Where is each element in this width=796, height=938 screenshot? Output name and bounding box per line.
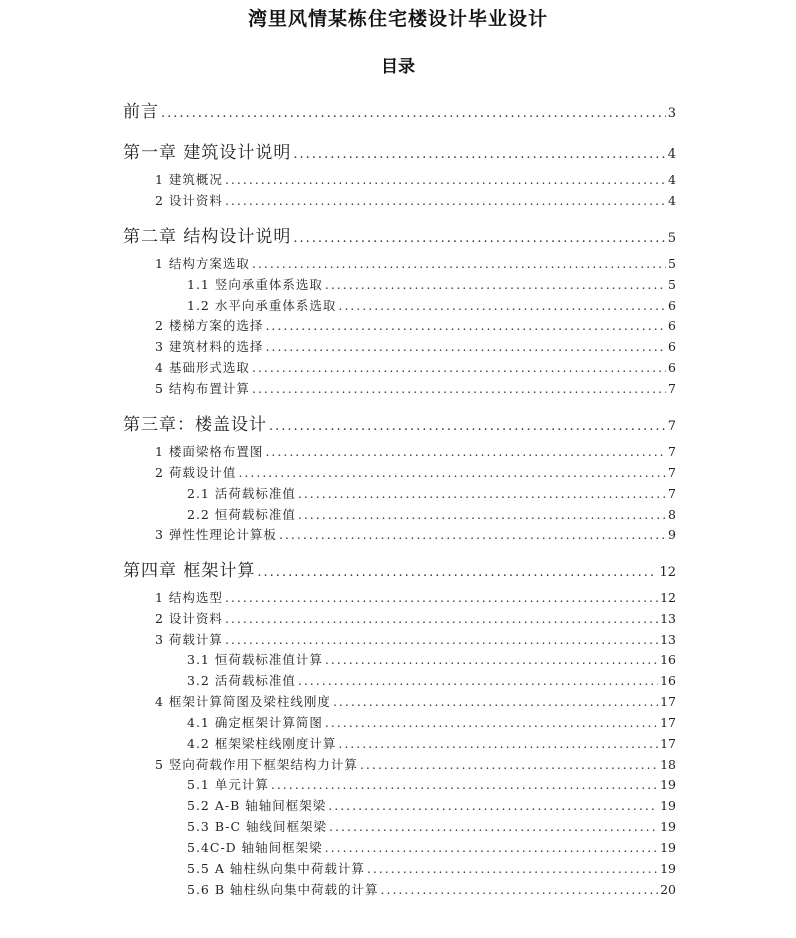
toc-entry-label: 1 结构选型 xyxy=(155,590,223,605)
toc-dot-leader xyxy=(325,652,658,667)
toc-entry-label: 第一章 建筑设计说明 xyxy=(123,143,292,163)
toc-entry[interactable] xyxy=(187,671,676,689)
toc-entry[interactable] xyxy=(187,817,676,835)
toc-entry-page-number: 7 xyxy=(668,465,676,480)
toc-entry[interactable] xyxy=(187,859,676,877)
toc-entry-label: 前言 xyxy=(123,102,159,122)
toc-entry-label: 第三章：楼盖设计 xyxy=(123,415,267,435)
toc-entry[interactable] xyxy=(187,880,676,898)
toc-entry-page-number: 17 xyxy=(660,736,676,751)
toc-dot-leader xyxy=(265,318,666,333)
toc-entry-page-number: 20 xyxy=(660,882,676,897)
toc-dot-leader xyxy=(325,840,658,855)
toc-entry[interactable] xyxy=(155,191,676,209)
toc-dot-leader xyxy=(325,715,658,730)
toc-dot-leader xyxy=(271,777,658,792)
toc-entry[interactable] xyxy=(155,755,676,773)
toc-entry-page-number: 12 xyxy=(659,565,676,580)
toc-dot-leader xyxy=(279,527,666,542)
toc-dot-leader xyxy=(238,465,666,480)
toc-dot-leader xyxy=(298,673,658,688)
toc-entry-page-number: 19 xyxy=(660,777,676,792)
toc-dot-leader xyxy=(265,444,666,459)
toc-entry-label: 5 竖向荷载作用下框架结构力计算 xyxy=(155,757,358,772)
toc-entry[interactable] xyxy=(155,442,676,460)
toc-entry-label: 3.1 恒荷载标准值计算 xyxy=(187,652,323,667)
toc-entry[interactable] xyxy=(155,379,676,397)
toc-entry-page-number: 7 xyxy=(668,444,676,459)
toc-entry[interactable] xyxy=(187,296,676,314)
toc-entry-page-number: 16 xyxy=(660,652,676,667)
toc-entry-page-number: 6 xyxy=(668,298,676,313)
toc-dot-leader xyxy=(252,256,666,271)
toc-entry-page-number: 6 xyxy=(668,360,676,375)
toc-entry-page-number: 19 xyxy=(660,798,676,813)
toc-entry-page-number: 5 xyxy=(668,277,676,292)
toc-entry[interactable] xyxy=(155,254,676,272)
toc-dot-leader xyxy=(225,590,658,605)
toc-dot-leader xyxy=(257,565,657,580)
toc-entry[interactable] xyxy=(155,337,676,355)
toc-entry-label: 3 建筑材料的选择 xyxy=(155,339,264,354)
toc-entry[interactable] xyxy=(123,138,676,163)
toc-dot-leader xyxy=(325,277,666,292)
toc-dot-leader xyxy=(225,172,666,187)
toc-entry-page-number: 16 xyxy=(660,673,676,688)
toc-entry-label: 5.2 A-B 轴轴间框架梁 xyxy=(187,798,327,813)
toc-dot-leader xyxy=(252,360,666,375)
toc-entry-label: 1 楼面梁格布置图 xyxy=(155,444,264,459)
toc-dot-leader xyxy=(329,819,658,834)
toc-entry[interactable] xyxy=(155,692,676,710)
toc-entry-label: 2 设计资料 xyxy=(155,193,223,208)
toc-entry-label: 3.2 活荷载标准值 xyxy=(187,673,296,688)
toc-dot-leader xyxy=(298,507,666,522)
toc-entry[interactable] xyxy=(155,170,676,188)
toc-entry-label: 2 荷载设计值 xyxy=(155,465,237,480)
toc-entry-page-number: 7 xyxy=(668,381,676,396)
toc-entry[interactable] xyxy=(155,609,676,627)
toc-entry[interactable] xyxy=(155,463,676,481)
toc-entry[interactable] xyxy=(187,838,676,856)
toc-entry-page-number: 7 xyxy=(668,486,676,501)
toc-entry[interactable] xyxy=(187,775,676,793)
toc-entry[interactable] xyxy=(155,630,676,648)
toc-entry[interactable] xyxy=(187,484,676,502)
toc-entry-label: 5.6 B 轴柱纵向集中荷载的计算 xyxy=(187,882,379,897)
toc-entry[interactable] xyxy=(155,525,676,543)
toc-entry-label: 5.1 单元计算 xyxy=(187,777,269,792)
toc-dot-leader xyxy=(367,861,658,876)
toc-entry[interactable] xyxy=(123,556,676,581)
toc-entry-label: 4 基础形式选取 xyxy=(155,360,250,375)
toc-entry[interactable] xyxy=(123,97,676,122)
toc-dot-leader xyxy=(161,106,666,121)
toc-entry-label: 2 设计资料 xyxy=(155,611,223,626)
toc-entry-page-number: 6 xyxy=(668,318,676,333)
toc-entry-page-number: 19 xyxy=(660,861,676,876)
toc-entry-page-number: 7 xyxy=(667,419,676,434)
toc-entry-page-number: 8 xyxy=(668,507,676,522)
toc-entry[interactable] xyxy=(187,275,676,293)
toc-entry-label: 第四章 框架计算 xyxy=(123,561,256,581)
toc-dot-leader xyxy=(381,882,659,897)
toc-entry-label: 2 楼梯方案的选择 xyxy=(155,318,264,333)
toc-dot-leader xyxy=(338,298,666,313)
toc-entry-page-number: 4 xyxy=(667,147,676,162)
document-title: 湾里风情某栋住宅楼设计毕业设计 xyxy=(247,8,548,30)
toc-entry[interactable] xyxy=(187,713,676,731)
toc-dot-leader xyxy=(225,611,658,626)
toc-entry[interactable] xyxy=(155,316,676,334)
toc-heading: 目录 xyxy=(381,57,415,77)
toc-entry[interactable] xyxy=(123,222,676,247)
toc-entry-page-number: 13 xyxy=(660,632,676,647)
toc-dot-leader xyxy=(333,694,658,709)
toc-entry-page-number: 4 xyxy=(668,193,676,208)
toc-entry-label: 3 荷载计算 xyxy=(155,632,223,647)
toc-entry-label: 2.2 恒荷载标准值 xyxy=(187,507,296,522)
toc-entry-label: 5.4C-D 轴轴间框架梁 xyxy=(187,840,323,855)
toc-entry-label: 3 弹性性理论计算板 xyxy=(155,527,277,542)
toc-entry-page-number: 5 xyxy=(667,231,676,246)
toc-entry-page-number: 3 xyxy=(667,106,676,121)
toc-entry-page-number: 12 xyxy=(660,590,676,605)
toc-dot-leader xyxy=(269,419,666,434)
toc-dot-leader xyxy=(298,486,666,501)
toc-entry-page-number: 4 xyxy=(668,172,676,187)
toc-dot-leader xyxy=(252,381,666,396)
toc-entry-page-number: 5 xyxy=(668,256,676,271)
toc-entry[interactable] xyxy=(187,505,676,523)
toc-entry-page-number: 9 xyxy=(668,527,676,542)
toc-entry[interactable] xyxy=(155,358,676,376)
toc-entry[interactable] xyxy=(155,588,676,606)
toc-entry-page-number: 17 xyxy=(660,694,676,709)
toc-entry-label: 5.5 A 轴柱纵向集中荷载计算 xyxy=(187,861,365,876)
toc-dot-leader xyxy=(265,339,666,354)
toc-dot-leader xyxy=(328,798,658,813)
toc-entry[interactable] xyxy=(187,796,676,814)
toc-entry-label: 1 建筑概况 xyxy=(155,172,223,187)
toc-entry-page-number: 18 xyxy=(660,757,676,772)
toc-dot-leader xyxy=(360,757,658,772)
toc-entry[interactable] xyxy=(123,410,676,435)
toc-entry-page-number: 17 xyxy=(660,715,676,730)
toc-entry-label: 4.1 确定框架计算简图 xyxy=(187,715,323,730)
toc-entry-label: 2.1 活荷载标准值 xyxy=(187,486,296,501)
toc-entry-label: 1.1 竖向承重体系选取 xyxy=(187,277,323,292)
toc-entry[interactable] xyxy=(187,650,676,668)
toc-entry-page-number: 6 xyxy=(668,339,676,354)
toc-entry-label: 4.2 框架梁柱线刚度计算 xyxy=(187,736,337,751)
toc-entry-page-number: 19 xyxy=(660,819,676,834)
toc-dot-leader xyxy=(338,736,658,751)
toc-dot-leader xyxy=(293,231,665,246)
toc-dot-leader xyxy=(225,193,666,208)
toc-entry-label: 4 框架计算简图及梁柱线刚度 xyxy=(155,694,331,709)
toc-entry-label: 1.2 水平向承重体系选取 xyxy=(187,298,337,313)
toc-dot-leader xyxy=(293,147,665,162)
toc-entry-page-number: 13 xyxy=(660,611,676,626)
toc-entry-label: 1 结构方案选取 xyxy=(155,256,250,271)
toc-entry[interactable] xyxy=(187,734,676,752)
toc-entry-page-number: 19 xyxy=(660,840,676,855)
toc-dot-leader xyxy=(225,632,658,647)
toc-entry-label: 第二章 结构设计说明 xyxy=(123,227,292,247)
toc-entry-label: 5 结构布置计算 xyxy=(155,381,250,396)
toc-entry-label: 5.3 B-C 轴线间框架梁 xyxy=(187,819,328,834)
